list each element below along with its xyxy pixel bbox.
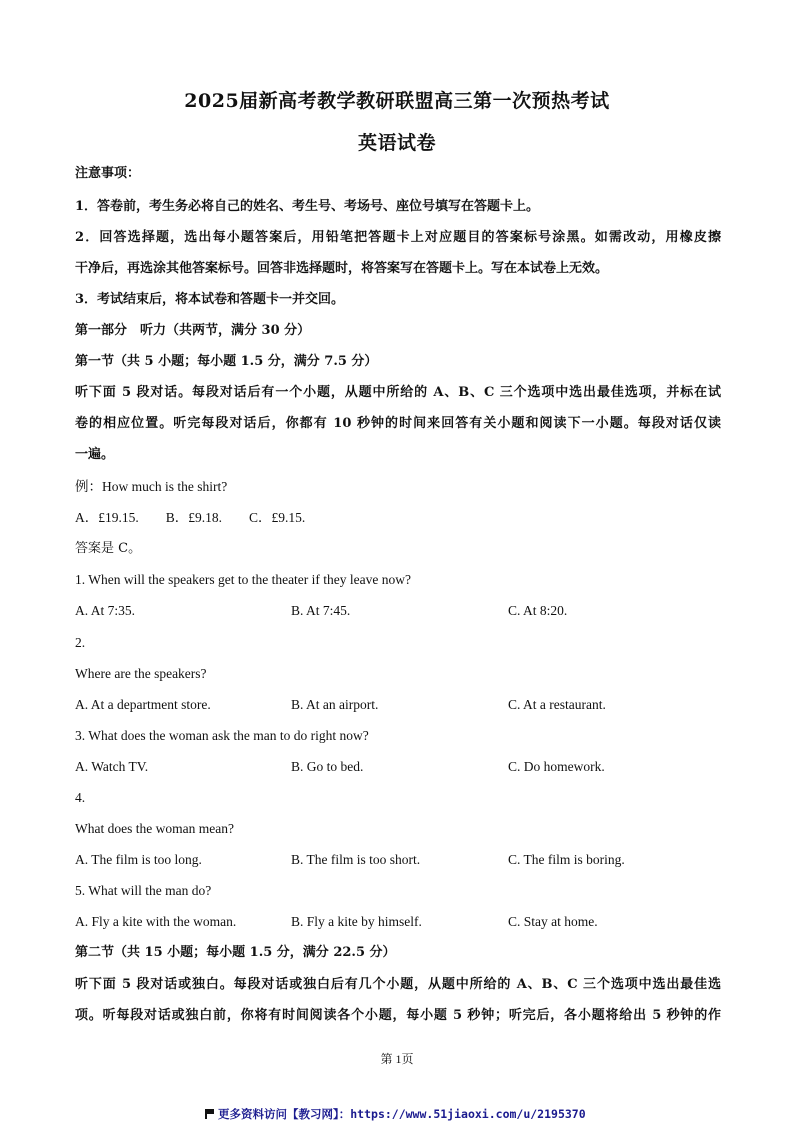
- question-5-option-b: B. Fly a kite by himself.: [291, 914, 422, 929]
- section-2-heading: 第二节（共 15 小题；每小题 1.5 分，满分 22.5 分）: [75, 945, 396, 960]
- question-4-number: 4.: [75, 790, 86, 805]
- question-2-option-b: B. At an airport.: [291, 697, 379, 712]
- question-4-option-b: B. The film is too short.: [291, 852, 421, 867]
- question-1-text: 1. When will the speakers get to the theater if they leave now?: [75, 572, 412, 587]
- notice-item-3: 3．考试结束后，将本试卷和答题卡一并交回。: [75, 292, 345, 307]
- exam-subtitle: 英语试卷: [357, 132, 436, 154]
- question-5-option-c: C. Stay at home.: [508, 914, 598, 929]
- question-4-text: What does the woman mean?: [75, 821, 234, 836]
- section-1-instruction-line-1: 听下面 5 段对话。每段对话后有一个小题，从题中所给的 A、B、C 三个选项中选出最佳选项，并标在试: [75, 385, 721, 400]
- question-3-option-a: A. Watch TV.: [75, 759, 149, 774]
- footer-text[interactable]: 更多资料访问【教习网】：https://www.51jiaoxi.com/u/2195370: [218, 1107, 586, 1121]
- question-1-option-a: A. At 7:35.: [75, 603, 136, 618]
- question-1-option-b: B. At 7:45.: [291, 603, 351, 618]
- notice-item-1: 1．答卷前，考生务必将自己的姓名、考生号、考场号、座位号填写在答题卡上。: [75, 199, 540, 214]
- section-2-instruction-line-1: 听下面 5 段对话或独白。每段对话或独白后有几个小题，从题中所给的 A、B、C 三个选项中选出最佳选: [75, 977, 721, 992]
- question-4-option-c: C. The film is boring.: [508, 852, 625, 867]
- question-2-option-c: C. At a restaurant.: [508, 697, 606, 712]
- example-options: A．£19.15. B．£9.18. C．£9.15.: [75, 510, 306, 525]
- question-1-option-c: C. At 8:20.: [508, 603, 568, 618]
- notice-heading: 注意事项：: [75, 166, 141, 181]
- exam-title: 2025届新高考教学教研联盟高三第一次预热考试: [184, 90, 610, 112]
- question-5-option-a: A. Fly a kite with the woman.: [75, 914, 237, 929]
- example-answer: 答案是 C。: [75, 541, 142, 556]
- question-5-text: 5. What will the man do?: [75, 883, 212, 898]
- question-4-option-a: A. The film is too long.: [75, 852, 202, 867]
- notice-item-2-line-2: 干净后，再选涂其他答案标号。回答非选择题时，将答案写在答题卡上。写在本试卷上无效。: [75, 261, 609, 276]
- section-1-heading: 第一节（共 5 小题；每小题 1.5 分，满分 7.5 分）: [75, 354, 378, 369]
- question-2-text: Where are the speakers?: [75, 666, 207, 681]
- page-number: 第 1页: [380, 1052, 414, 1066]
- question-3-option-b: B. Go to bed.: [291, 759, 364, 774]
- section-2-instruction-line-2: 项。听每段对话或独白前，你将有时间阅读各个小题，每小题 5 秒钟；听完后，各小题将给出 5 秒钟的作: [75, 1008, 721, 1023]
- question-2-option-a: A. At a department store.: [75, 697, 211, 712]
- question-2-number: 2.: [75, 635, 86, 650]
- flag-icon: [205, 1109, 214, 1119]
- example-question: 例：How much is the shirt?: [75, 479, 228, 494]
- question-3-text: 3. What does the woman ask the man to do right now?: [75, 728, 369, 743]
- section-1-instruction-line-3: 一遍。: [75, 447, 115, 462]
- section-1-instruction-line-2: 卷的相应位置。听完每段对话后，你都有 10 秒钟的时间来回答有关小题和阅读下一小题。每段对话仅读: [75, 416, 721, 431]
- question-3-option-c: C. Do homework.: [508, 759, 605, 774]
- notice-item-2-line-1: 2．回答选择题，选出每小题答案后，用铅笔把答题卡上对应题目的答案标号涂黑。如需改动，用橡皮擦: [75, 230, 721, 245]
- part-1-heading: 第一部分 听力（共两节，满分 30 分）: [75, 323, 311, 338]
- footer-link[interactable]: [205, 1106, 586, 1122]
